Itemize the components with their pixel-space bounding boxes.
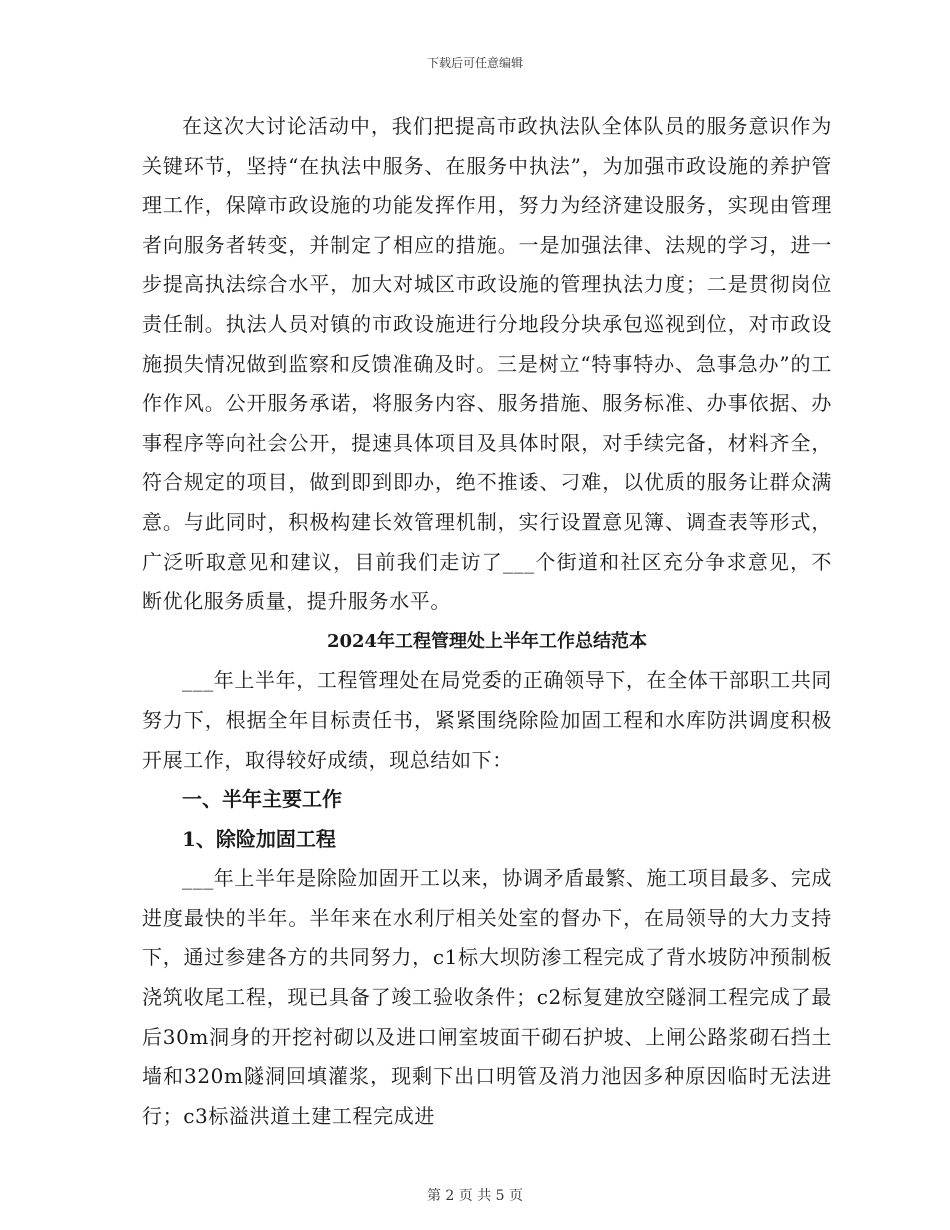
page-number: 第 2 页 共 5 页 <box>426 1188 524 1204</box>
paragraph-summary-intro: ___年上半年，工程管理处在局党委的正确领导下，在全体干部职工共同努力下，根据全年目标责任书，紧紧围绕除险加固工程和水库防洪调度积极开展工作，取得较好成绩，现总结如下： <box>142 668 832 772</box>
subsection-heading-reinforcement: 1、除险加固工程 <box>182 826 336 851</box>
paragraph-service-awareness: 在这次大讨论活动中，我们把提高市政执法队全体队员的服务意识作为关键环节，坚持“在执法中服务、在服务中执法”，为加强市政设施的养护管理工作，保障市政设施的功能发挥作用，努力为经济建设服务，实现由管理者向服务者转变，并制定了相应的措施。一是加强法律、法规的学习，进一步提高执法综合水平，加大对城区市政设施的管理执法力度；二是贯彻岗位责任制。执法人员对镇的市政设施进行分地段分块承包巡视到位，对市政设施损失情况做到监察和反馈准确及时。三是树立“特事特办、急事急办”的工作作风。公开服务承诺，将服务内容、服务措施、服务标准、办事依据、办事程序等向社会公开，提速具体项目及具体时限，对手续完备，材料齐全，符合规定的项目，做到即到即办，绝不推诿、刁难，以优质的服务让群众满意。与此同时，积极构建长效管理机制，实行设置意见簿、调查表等形式，广泛听取意见和建议，目前我们走访了___个街道和社区充分争求意见，不断优化服务质量，提升服务水平。 <box>142 114 832 614</box>
page-header-note: 下载后可任意编辑 <box>426 56 523 70</box>
paragraph-reinforcement-progress: ___年上半年是除险加固开工以来，协调矛盾最繁、施工项目最多、完成进度最快的半年。半年来在水利厅相关处室的督办下，在局领导的大力支持下，通过参建各方的共同努力，c1标大坝防渗工程完成了背水坡防冲预制板浇筑收尾工程，现已具备了竣工验收条件；c2标复建放空隧洞工程完成了最后30m洞身的开挖衬砌以及进口闸室坡面干砌石护坡、上闸公路浆砌石挡土墙和320m隧洞回填灌浆，现剩下出口明管及消力池因多种原因临时无法进行；c3标溢洪道土建工程完成进 <box>142 866 832 1128</box>
section-heading-main-work: 一、半年主要工作 <box>182 787 342 812</box>
document-body <box>142 107 832 1136</box>
document-title: 2024年工程管理处上半年工作总结范本 <box>326 630 648 652</box>
